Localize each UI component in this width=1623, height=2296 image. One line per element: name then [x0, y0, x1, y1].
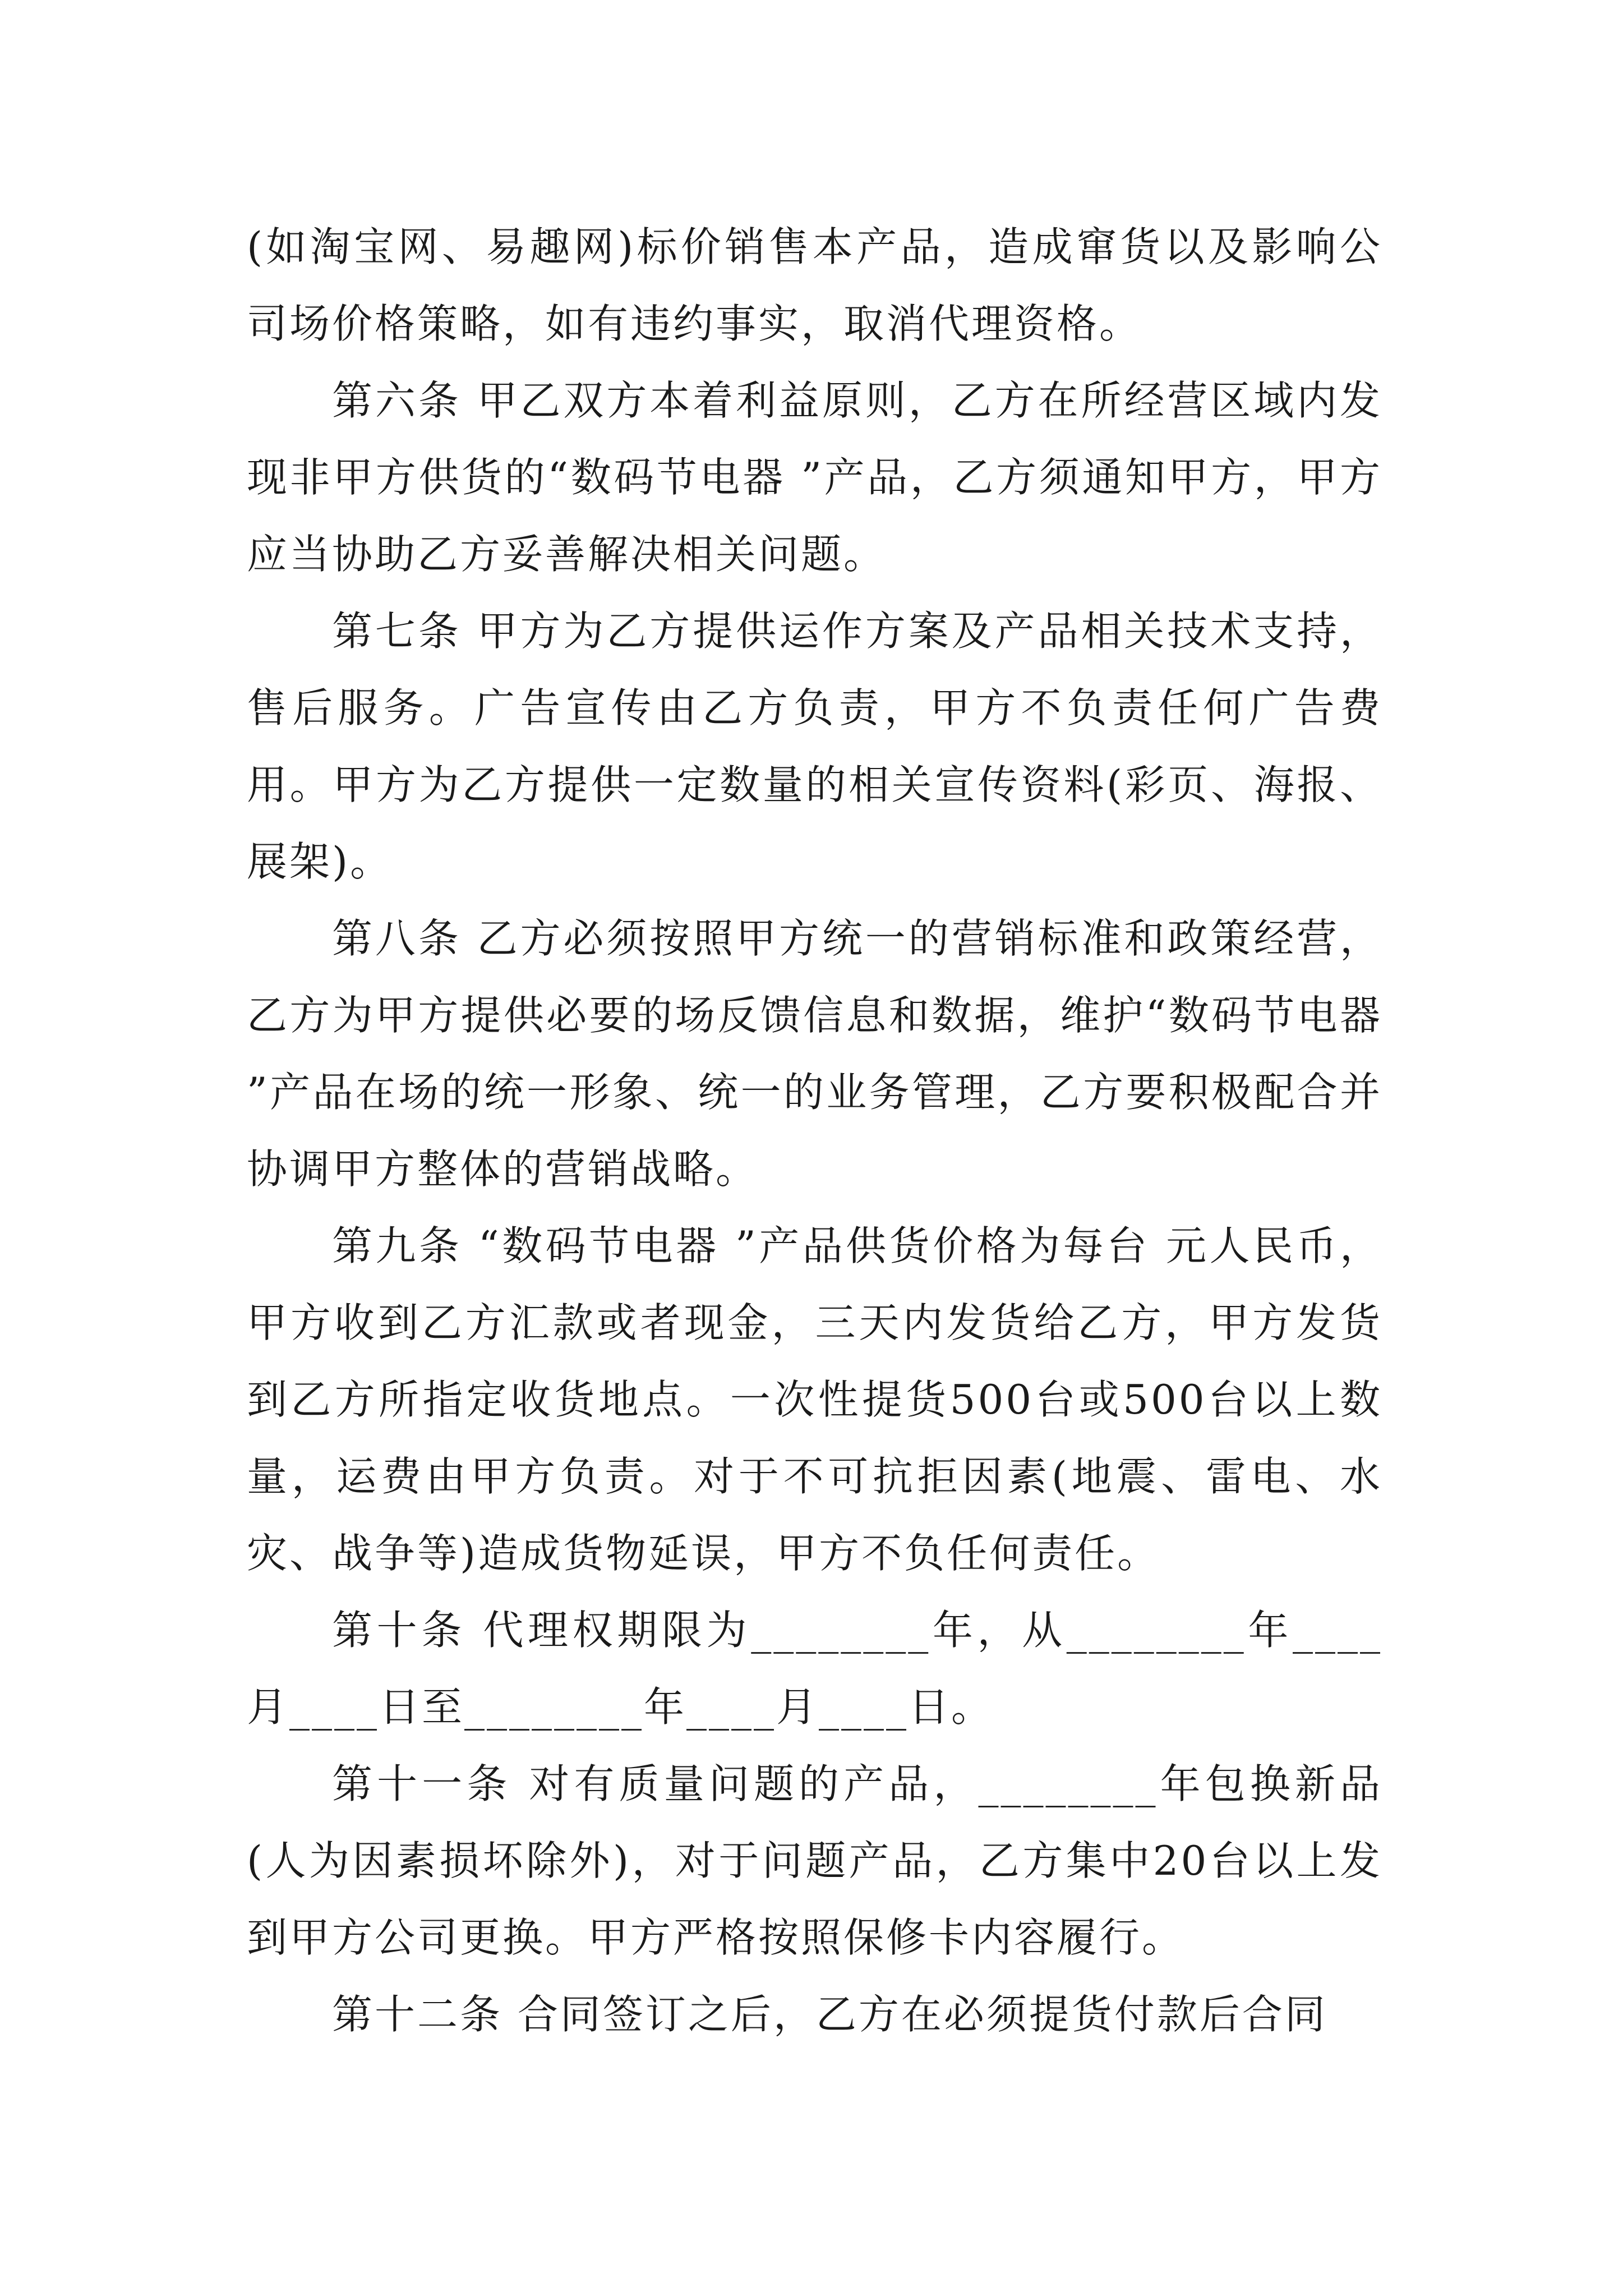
paragraph-article-8: 第八条 乙方必须按照甲方统一的营销标准和政策经营，乙方为甲方提供必要的场反馈信息和数据，维护“数码节电器 ”产品在场的统一形象、统一的业务管理，乙方要积极配合并协调甲方整体的营销战略。: [247, 915, 1382, 1193]
paragraph-article-6: 第六条 甲乙双方本着利益原则，乙方在所经营区域内发现非甲方供货的“数码节电器 ”产品，乙方须通知甲方，甲方应当协助乙方妥善解决相关问题。: [247, 377, 1382, 578]
paragraph-article-9: 第九条 “数码节电器 ”产品供货价格为每台 元人民币，甲方收到乙方汇款或者现金，三天内发货给乙方，甲方发货到乙方所指定收货地点。一次性提货500台或500台以上数量，运费由甲方负责。对于不可抗拒因素(地震、雷电、水灾、战争等)造成货物延误，甲方不负任何责任。: [247, 1222, 1382, 1577]
document-body: [247, 209, 1382, 2053]
paragraph-article-11: 第十一条 对有质量问题的产品，________年包换新品(人为因素损坏除外)，对于问题产品，乙方集中20台以上发到甲方公司更换。甲方严格按照保修卡内容履行。: [247, 1760, 1382, 1961]
paragraph-article-7: 第七条 甲方为乙方提供运作方案及产品相关技术支持，售后服务。广告宣传由乙方负责，甲方不负责任何广告费用。甲方为乙方提供一定数量的相关宣传资料(彩页、海报、展架)。: [247, 608, 1382, 885]
paragraph-article-12: 第十二条 合同签订之后，乙方在必须提货付款后合同: [332, 1991, 1327, 2038]
paragraph-article-10: 第十条 代理权期限为________年，从________年____月____日至________年____月____日。: [247, 1607, 1382, 1731]
paragraph-continued: (如淘宝网、易趣网)标价销售本产品，造成窜货以及影响公司场价格策略，如有违约事实，取消代理资格。: [247, 223, 1382, 347]
